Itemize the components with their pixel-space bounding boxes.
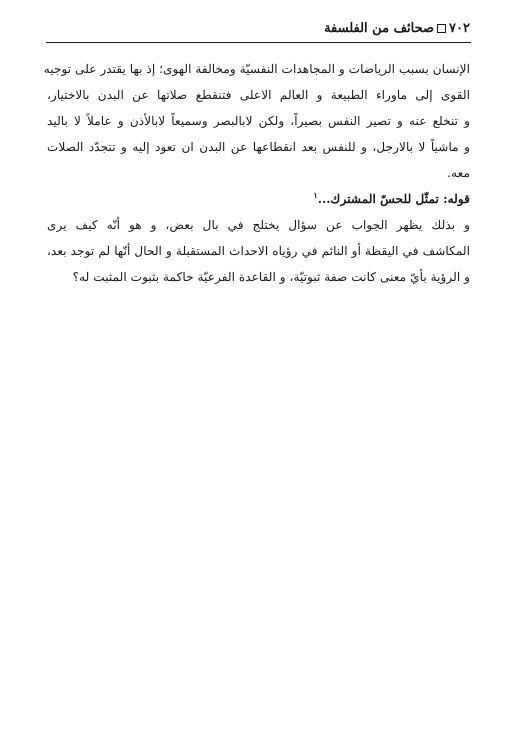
paragraph-1 [43, 56, 470, 186]
text-line: و الرؤية بأيّ معنى كانت صفة ثبوتيّة، و القاعدة الفرعيّة حاكمة بثبوت المثبت له؟ [72, 270, 470, 284]
quote-heading [47, 186, 470, 212]
text-line: و بذلك يظهر الجواب عن سؤال يختلج في بال بعض، و هو أنّه كيف يرى [47, 218, 470, 232]
text-line: معه. [447, 166, 470, 180]
text-line: المكاشف في اليقظة أو النائم في رؤياه الاحداث المستقبلة و الحال أنّها لم توجد بعد، [47, 244, 470, 258]
footnote-marker: ١ [313, 189, 318, 200]
page-number: ٧٠٢ [449, 20, 470, 36]
text-line: القوى إلى ماوراء الطبيعة و العالم الاعلى فتنقطع صلاتها عن البدن بالاختيار، [47, 88, 470, 102]
body-text [43, 56, 470, 290]
square-separator-icon [437, 24, 446, 33]
text-line: و تنخلع عنه و تصير النفس بصيراً، ولكن لابالبصر وسميعاً لابالأذن و عاملاً لا باليد [47, 114, 470, 128]
paragraph-2 [47, 212, 470, 290]
header-rule [46, 42, 471, 43]
quote-heading-text: قوله: تمثّل للحسّ المشترك... [317, 192, 470, 206]
text-line: الإنسان بسبب الرياضات و المجاهدات النفسيّة ومخالفة الهوى؛ إذ بها يقتدر على توجيه [43, 62, 470, 76]
running-header [47, 18, 470, 38]
text-line: و ماشياً لا بالارجل، و للنفس بعد انقطاعها عن البدن ان تعود إليه و تتجدّد الصلات [47, 140, 470, 154]
book-title: صحائف من الفلسفة [324, 20, 435, 36]
